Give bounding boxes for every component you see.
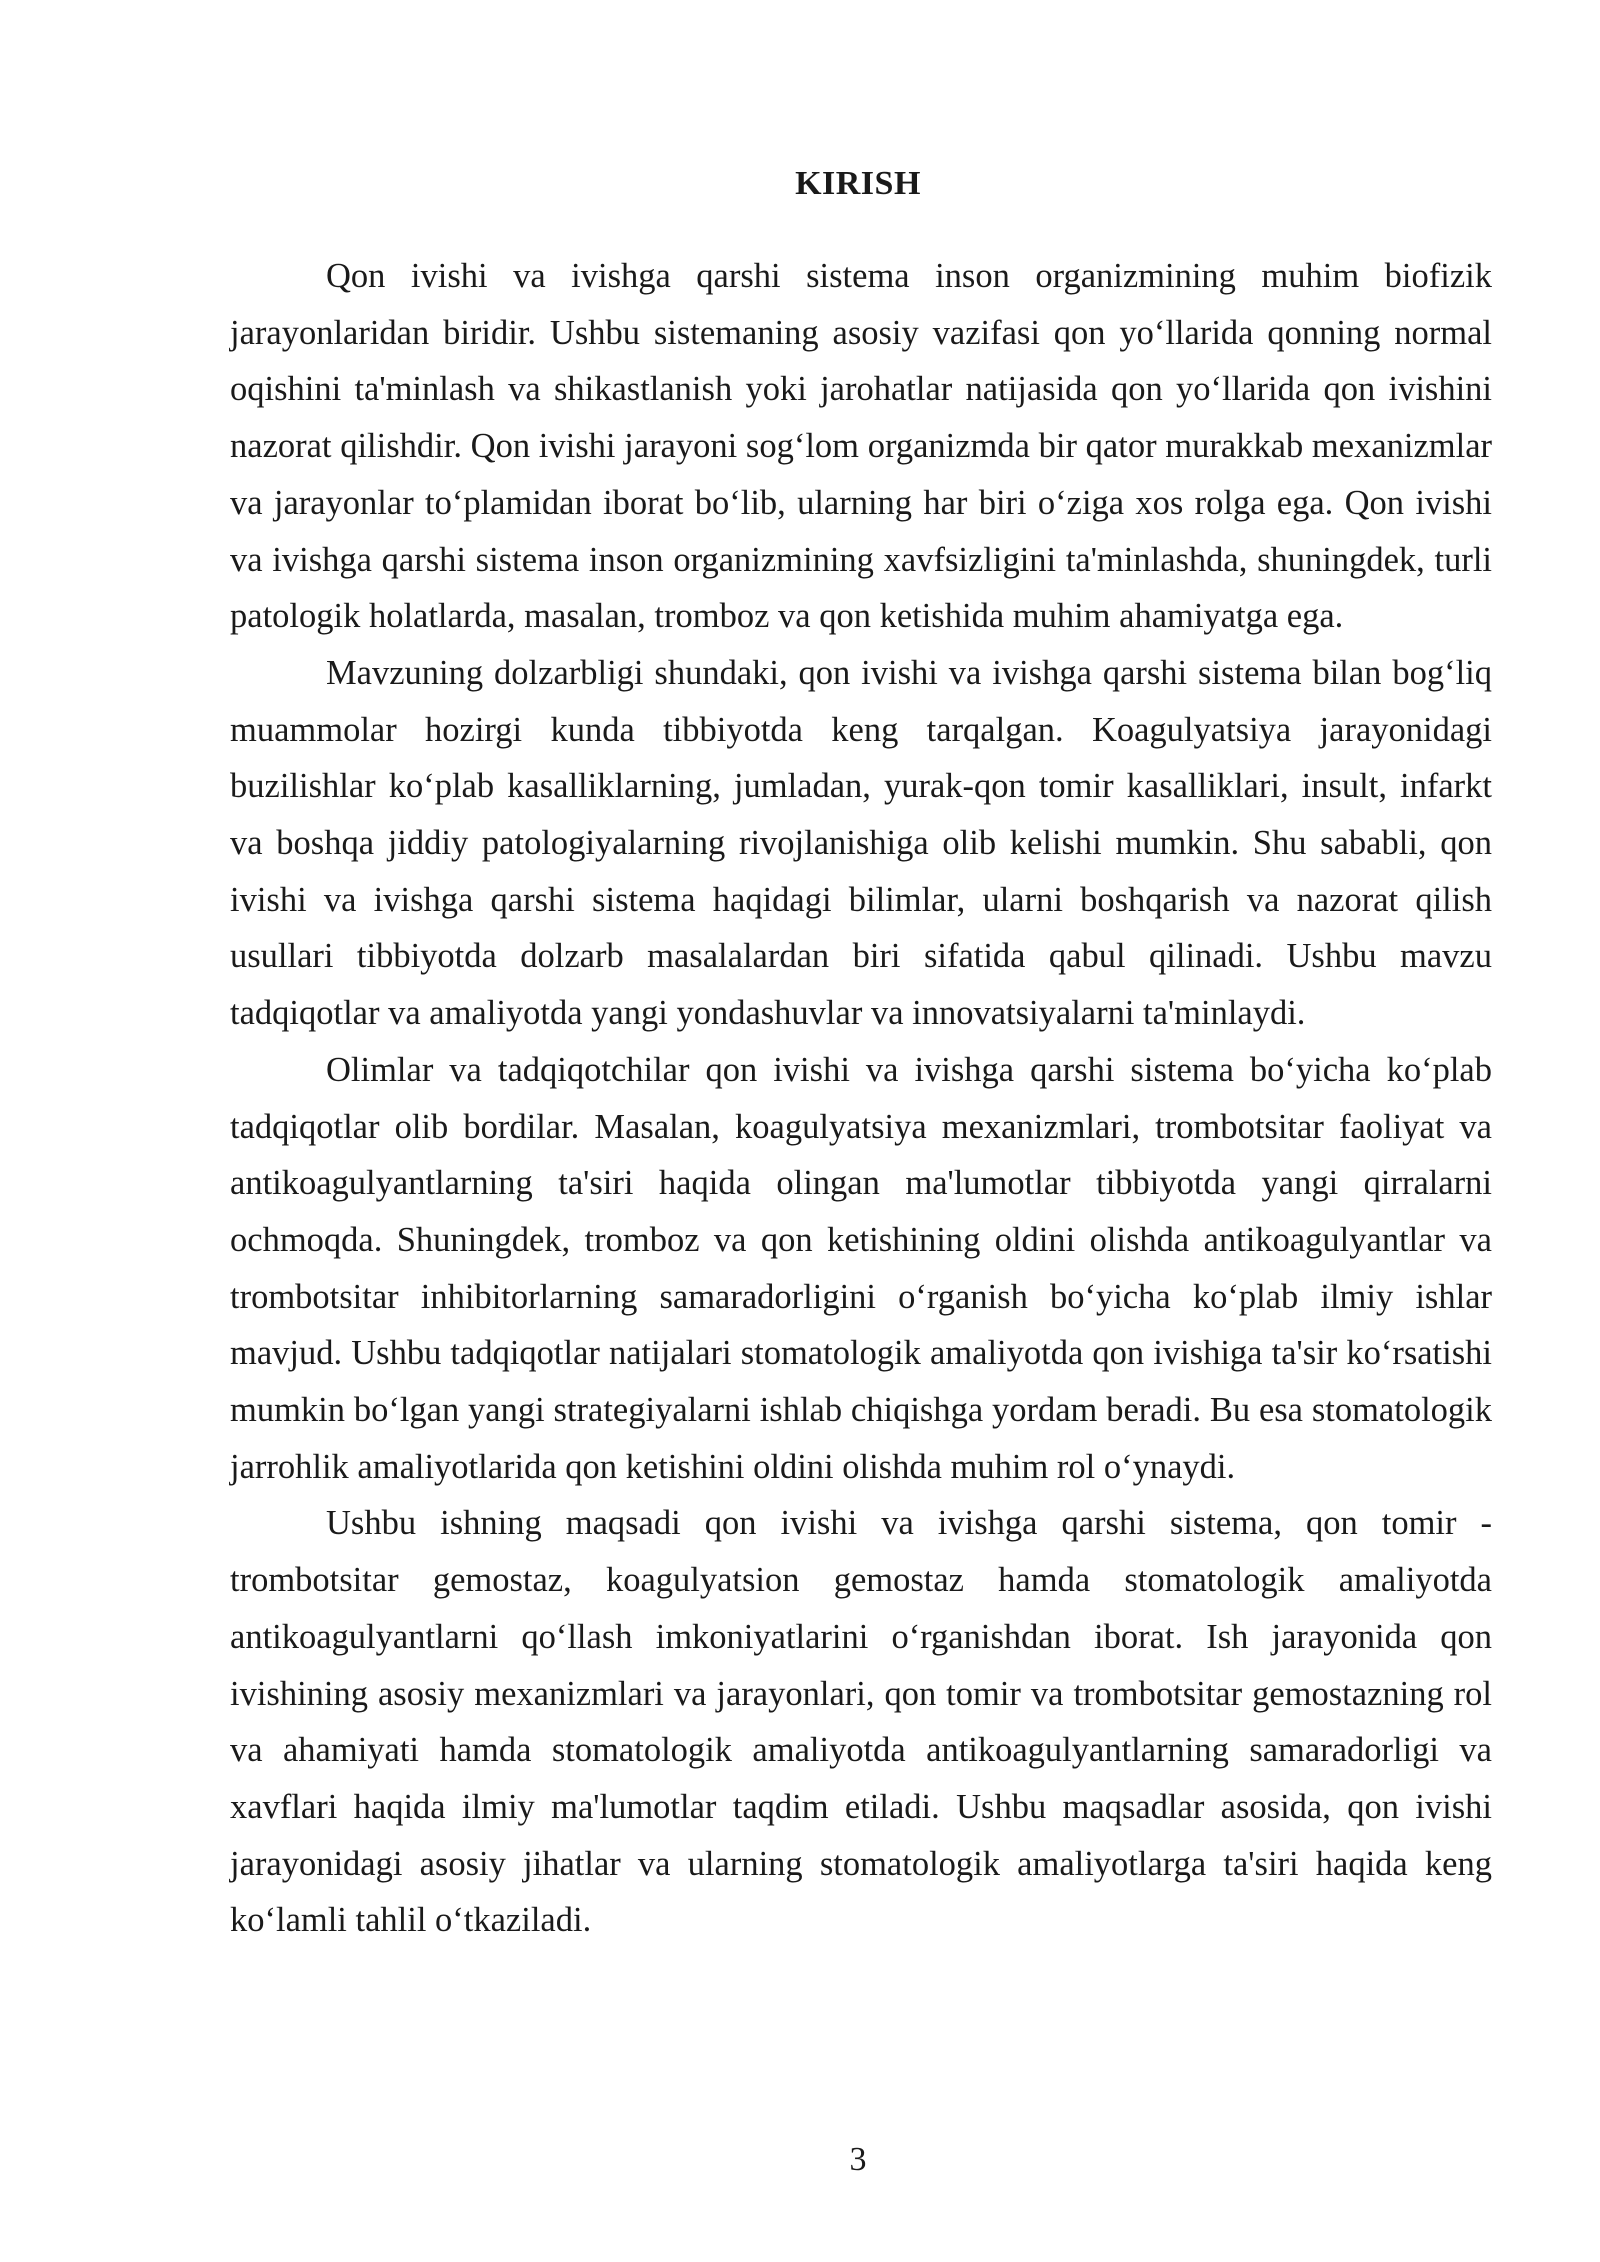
page-number: 3 [849,2141,867,2178]
body-text [230,248,1492,1949]
paragraph-relevance: Mavzuning dolzarbligi shundaki, qon ivishi va ivishga qarshi sistema bilan bog‘liq muammolar hozirgi kunda tibbiyotda keng tarqalgan. Koagulyatsiya jarayonidagi buzilishlar ko‘plab kasalliklarning, jumladan, yurak-qon tomir kasalliklari, insult, infarkt va boshqa jiddiy patologiyalarning rivojlanishiga olib kelishi mumkin. Shu sababli, qon ivishi va ivishga qarshi sistema haqidagi bilimlar, ularni boshqarish va nazorat qilish usullari tibbiyotda dolzarb masalalardan biri sifatida qabul qilinadi. Ushbu mavzu tadqiqotlar va amaliyotda yangi yondashuvlar va innovatsiyalarni ta'minlaydi. [230,653,1492,1033]
paragraph-goal: Ushbu ishning maqsadi qon ivishi va ivishga qarshi sistema, qon tomir - trombotsitar gemostaz, koagulyatsion gemostaz hamda stomatologik amaliyotda antikoagulyantlarni qo‘llash imkoniyatlarini o‘rganishdan iborat. Ish jarayonida qon ivishining asosiy mexanizmlari va jarayonlari, qon tomir va trombotsitar gemostazning rol va ahamiyati hamda stomatologik amaliyotda antikoagulyantlarning samaradorligi va xavflari haqida ilmiy ma'lumotlar taqdim etiladi. Ushbu maqsadlar asosida, qon ivishi jarayonidagi asosiy jihatlar va ularning stomatologik amaliyotlarga ta'siri haqida keng ko‘lamli tahlil o‘tkaziladi. [230,1504,1492,1940]
paragraph-research: Olimlar va tadqiqotchilar qon ivishi va ivishga qarshi sistema bo‘yicha ko‘plab tadqiqotlar olib bordilar. Masalan, koagulyatsiya mexanizmlari, trombotsitar faoliyat va antikoagulyantlarning ta'siri haqida olingan ma'lumotlar tibbiyotda yangi qirralarni ochmoqda. Shuningdek, tromboz va qon ketishining oldini olishda antikoagulyantlar va trombotsitar inhibitorlarning samaradorligini o‘rganish bo‘yicha ko‘plab ilmiy ishlar mavjud. Ushbu tadqiqotlar natijalari stomatologik amaliyotda qon ivishiga ta'sir ko‘rsatishi mumkin bo‘lgan yangi strategiyalarni ishlab chiqishga yordam beradi. Bu esa stomatologik jarrohlik amaliyotlarida qon ketishini oldini olishda muhim rol o‘ynaydi. [230,1050,1492,1486]
paragraph-intro: Qon ivishi va ivishga qarshi sistema inson organizmining muhim biofizik jarayonlaridan biridir. Ushbu sistemaning asosiy vazifasi qon yo‘llarida qonning normal oqishini ta'minlash va shikastlanish yoki jarohatlar natijasida qon yo‘llarida qon ivishini nazorat qilishdir. Qon ivishi jarayoni sog‘lom organizmda bir qator murakkab mexanizmlar va jarayonlar to‘plamidan iborat bo‘lib, ularning har biri o‘ziga xos rolga ega. Qon ivishi va ivishga qarshi sistema inson organizmining xavfsizligini ta'minlashda, shuningdek, turli patologik holatlarda, masalan, tromboz va qon ketishida muhim ahamiyatga ega. [230,257,1492,636]
section-title: KIRISH [795,165,921,202]
